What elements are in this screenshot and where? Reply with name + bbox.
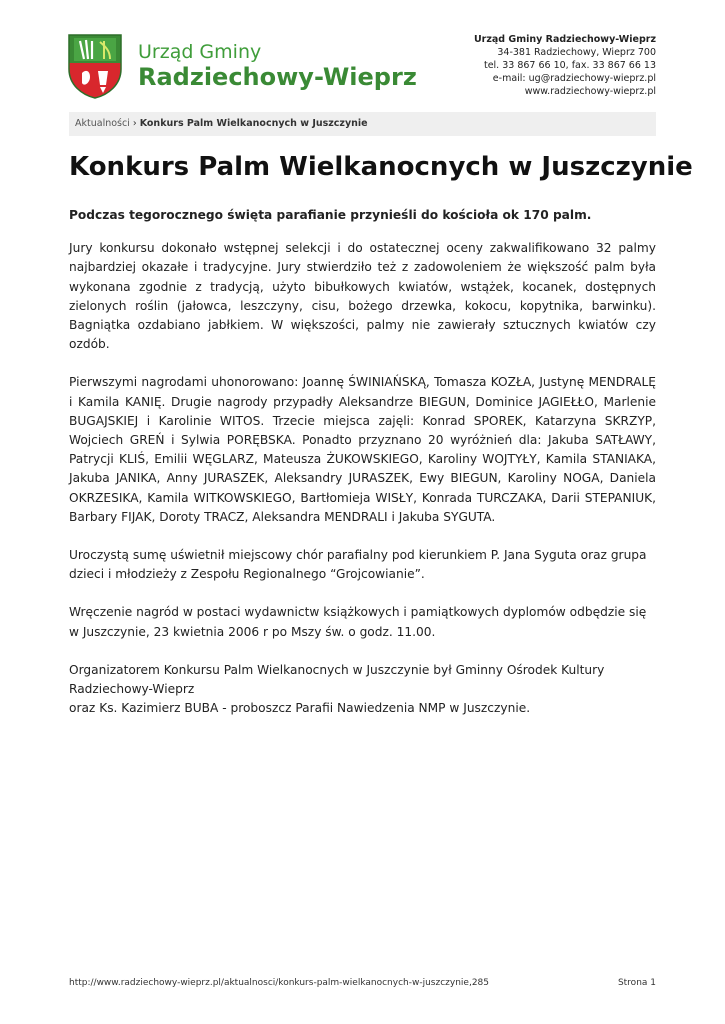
breadcrumb-link-aktualnosci[interactable]: Aktualności [75,118,130,129]
contact-email[interactable]: e-mail: ug@radziechowy-wieprz.pl [492,73,656,84]
contact-address: 34-381 Radziechowy, Wieprz 700 [497,47,656,58]
article-paragraph-jury: Jury konkursu dokonało wstępnej selekcji i do ostatecznej oceny zakwalifikowano 32 palmy najbardziej okazałe i tradycyjne. Jury stwierdziło też z zadowoleniem że większość palm była wykonana zgodnie z tradycją, użyto bibułkowych kwiatów, wstążek, kocanek, dostępnych zielonych roślin (jałowca, leszczyny, cisu, bożego drzewka, kokocu, kopytnika, barwinku). Bagniątka ozdabiano jabłkiem. W większości, palmy nie zawierały sztucznych kwiatów czy ozdób. [69,241,656,352]
logo-title-small: Urząd Gminy [138,41,262,63]
page-title: Konkurs Palm Wielkanocnych w Juszczynie [69,152,693,182]
site-logo[interactable] [66,33,417,101]
coat-of-arms-icon [66,33,124,99]
footer-url[interactable]: http://www.radziechowy-wieprz.pl/aktualnosci/konkurs-palm-wielkanocnych-w-juszczynie,285 [69,978,489,988]
footer-page-number: Strona 1 [617,978,656,988]
logo-title-large: Radziechowy-Wieprz [138,63,417,91]
article-body [69,206,656,737]
article-paragraph-choir: Uroczystą sumę uświetnił miejscowy chór parafialny pod kierunkiem P. Jana Syguta oraz grupa dzieci i młodzieży z Zespołu Regionalnego “Grojcowianie”. [69,548,647,582]
organizer-line2: oraz Ks. Kazimierz BUBA - proboszcz Parafii Nawiedzenia NMP w Juszczynie. [69,701,531,716]
breadcrumb-current: Konkurs Palm Wielkanocnych w Juszczynie [139,118,368,129]
article-paragraph-organizer [69,661,656,719]
contact-website[interactable]: www.radziechowy-wieprz.pl [524,86,656,97]
contact-block [474,33,656,98]
organizer-line1: Organizatorem Konkursu Palm Wielkanocnych w Juszczynie był Gminny Ośrodek Kultury Radziechowy-Wieprz [69,662,605,697]
article-paragraph-awards: Wręczenie nagród w postaci wydawnictw książkowych i pamiątkowych dyplomów odbędzie się w Juszczynie, 23 kwietnia 2006 r po Mszy św. o godz. 11.00. [69,605,647,639]
breadcrumb [69,112,656,136]
contact-phone: tel. 33 867 66 10, fax. 33 867 66 13 [483,60,656,71]
article-lead: Podczas tegorocznego święta parafianie przynieśli do kościoła ok 170 palm. [69,208,592,222]
contact-org: Urząd Gminy Radziechowy-Wieprz [473,34,656,45]
breadcrumb-separator: › [129,118,140,129]
article-paragraph-winners: Pierwszymi nagrodami uhonorowano: Joannę ŚWINIAŃSKĄ, Tomasza KOZŁA, Justynę MENDRALĘ i Kamila KANIĘ. Drugie nagrody przypadły Aleksandrze BIEGUN, Dominice JAGIEŁŁO, Marlenie BUGAJSKIEJ i Karolinie WITOS. Trzecie miejsca zajęli: Konrad SPOREK, Katarzyna SKRZYP, Wojciech GREŃ i Sylwia PORĘBSKA. Ponadto przyznano 20 wyróżnień dla: Jakuba SATŁAWY, Patrycji KLIŚ, Emilii WĘGLARZ, Mateusza ŻUKOWSKIEGO, Karoliny WOJTYŁY, Kamila STANIAKA, Jakuba JANIKA, Anny JURASZEK, Aleksandry JURASZEK, Ewy BIEGUN, Karoliny NOGA, Daniela OKRZESIKA, Kamila WITKOWSKIEGO, Bartłomieja WISŁY, Konrada TURCZAKA, Darii STEPANIUK, Barbary FIJAK, Doroty TRACZ, Aleksandra MENDRALI i Jakuba SYGUTA. [69,375,656,524]
